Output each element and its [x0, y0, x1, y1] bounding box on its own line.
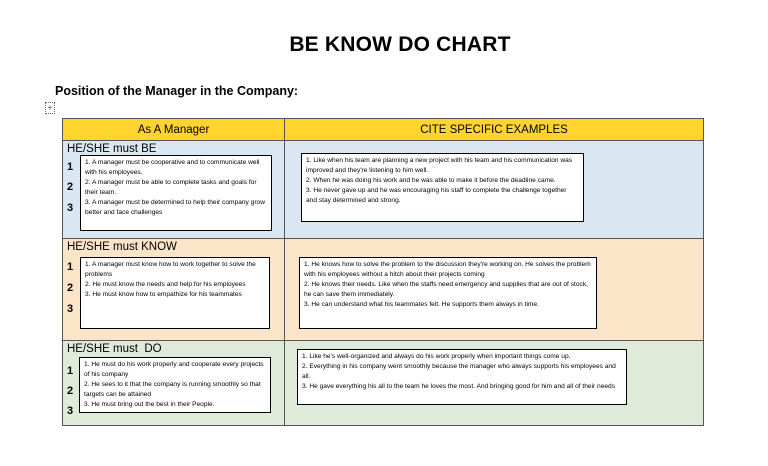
row-be-right-textbox	[301, 153, 584, 222]
number-3: 3	[67, 202, 74, 214]
row-know-right-cell	[285, 239, 703, 340]
text-line: 2. He sees to it that the company is running smoothly so that targets can be attained	[84, 381, 261, 398]
row-do-right-textbox	[297, 349, 627, 405]
number-2: 2	[67, 181, 74, 193]
header-as-a-manager: As A Manager	[63, 119, 285, 141]
text-line: 3. A manager must be determined to help their company grow better and face challenges	[85, 199, 265, 216]
number-3: 3	[67, 405, 74, 417]
row-know	[63, 239, 703, 341]
text-line: 3. He can understand what his teammates felt. He supports them always in time.	[304, 301, 539, 308]
text-line: 1. He knows how to solve the problem to the discussion they're working on. He solves the problem with his employees without a hitch about their projects coming	[304, 261, 591, 278]
text-line: 2. Everything in his company went smoothly because the manager who always supports his employees and all.	[302, 363, 616, 380]
row-know-right-textbox	[299, 257, 597, 329]
row-be-left-cell	[63, 141, 285, 238]
row-do-label: HE/SHE must DO	[67, 343, 162, 355]
header-cite-examples: CITE SPECIFIC EXAMPLES	[285, 119, 703, 141]
text-line: 2. He knows their needs. Like when the staffs need emergency and supplies that are out of stock, he can save them immediately.	[304, 281, 588, 298]
text-line: 1. Like when his team are planning a new project with his team and his communication was improved and they're listening to him well.	[306, 157, 573, 174]
text-line: 2. He must know the needs and help for his employees	[85, 281, 246, 288]
number-3: 3	[67, 303, 74, 315]
number-1: 1	[67, 161, 74, 173]
be-know-do-table	[62, 118, 704, 426]
text-line: 1. Like he's well-organized and always do his work properly when important things come up.	[302, 353, 571, 360]
text-line: 3. He gave everything his all to the team he loves the most. And bringing good for him and all of their needs	[302, 383, 616, 390]
number-2: 2	[67, 385, 74, 397]
text-line: 3. He must know how to empathize for his teammates	[85, 291, 242, 298]
row-be-right-cell	[285, 141, 703, 238]
row-be-left-textbox	[80, 155, 272, 231]
row-be-label: HE/SHE must BE	[67, 143, 157, 155]
row-do	[63, 341, 703, 425]
number-1: 1	[67, 365, 74, 377]
row-be	[63, 141, 703, 239]
text-line: 2. A manager must be able to complete tasks and goals for their team.	[85, 179, 257, 196]
row-know-label: HE/SHE must KNOW	[67, 241, 177, 253]
row-know-left-cell	[63, 239, 285, 340]
text-line: 2. When he was doing his work and he was able to make it before the deadline came.	[306, 177, 556, 184]
text-line: 3. He must bring out the best in their People.	[84, 401, 215, 408]
row-do-right-cell	[285, 341, 703, 425]
text-line: 1. A manager must know how to work together to solve the problems	[85, 261, 256, 278]
subtitle: Position of the Manager in the Company:	[55, 84, 299, 98]
row-do-left-textbox	[79, 357, 271, 413]
anchor-icon: +	[45, 102, 55, 114]
text-line: 1. A manager must be cooperative and to communicate well with his employees.	[85, 159, 260, 176]
row-know-left-textbox	[80, 257, 270, 329]
number-1: 1	[67, 261, 74, 273]
number-2: 2	[67, 282, 74, 294]
page-title: BE KNOW DO CHART	[289, 33, 511, 56]
text-line: 1. He must do his work properly and cooperate every projects of his company	[84, 361, 264, 378]
row-do-left-cell	[63, 341, 285, 425]
text-line: 3. He never gave up and he was encouraging his staff to complete the challenge together and stay determined and strong.	[306, 187, 567, 204]
